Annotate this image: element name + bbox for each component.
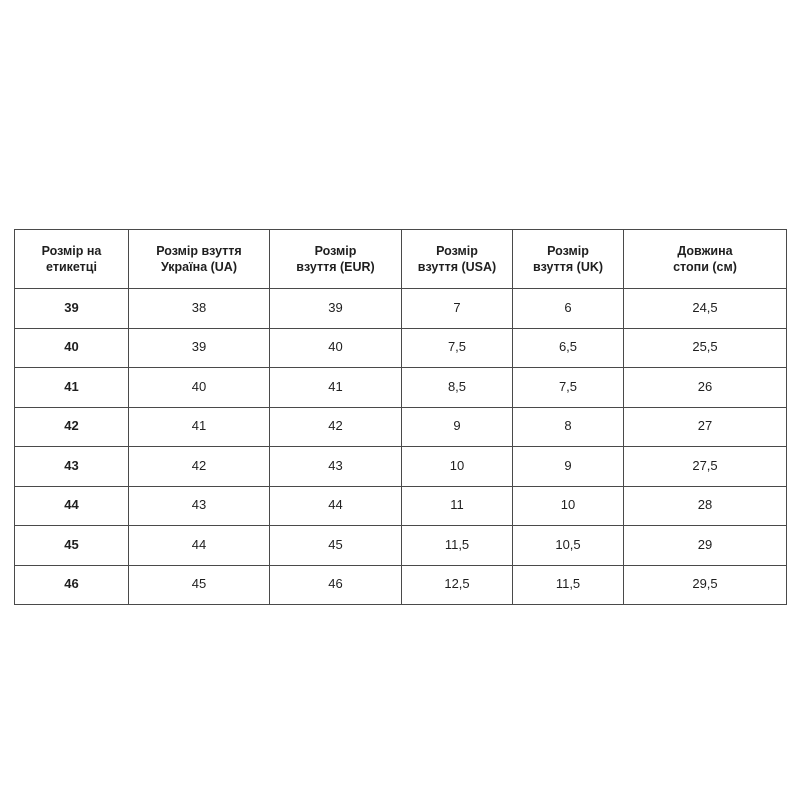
column-header-label-size <box>15 230 129 289</box>
column-header-line-2: взуття (UK) <box>532 260 604 274</box>
column-header-uk <box>513 230 624 289</box>
cell-usa: 7 <box>402 289 513 329</box>
table-header <box>15 230 787 289</box>
column-header-line-2: взуття (USA) <box>417 260 497 274</box>
table-row <box>15 368 787 408</box>
cell-uk: 10 <box>513 486 624 526</box>
cell-foot-length: 28 <box>624 486 787 526</box>
cell-uk: 9 <box>513 447 624 487</box>
size-chart-container <box>14 229 786 605</box>
cell-label-size: 40 <box>15 328 129 368</box>
cell-foot-length: 29,5 <box>624 565 787 605</box>
column-header-line-2: стопи (см) <box>673 260 737 274</box>
cell-ua: 45 <box>129 565 270 605</box>
cell-label-size: 41 <box>15 368 129 408</box>
column-header-usa <box>402 230 513 289</box>
cell-foot-length: 24,5 <box>624 289 787 329</box>
cell-usa: 9 <box>402 407 513 447</box>
cell-foot-length: 26 <box>624 368 787 408</box>
cell-usa: 8,5 <box>402 368 513 408</box>
table-row <box>15 526 787 566</box>
column-header-line-1: Розмір на <box>41 244 102 258</box>
cell-ua: 42 <box>129 447 270 487</box>
cell-ua: 44 <box>129 526 270 566</box>
cell-label-size: 45 <box>15 526 129 566</box>
table-body <box>15 289 787 605</box>
cell-uk: 6,5 <box>513 328 624 368</box>
column-header-line-1: Довжина <box>677 244 733 258</box>
column-header-ua <box>129 230 270 289</box>
cell-usa: 12,5 <box>402 565 513 605</box>
cell-eur: 39 <box>270 289 402 329</box>
column-header-line-2: етикетці <box>46 260 97 274</box>
cell-label-size: 39 <box>15 289 129 329</box>
column-header-eur <box>270 230 402 289</box>
cell-ua: 43 <box>129 486 270 526</box>
column-header-line-2: Україна (UA) <box>160 260 237 274</box>
column-header-line-1: Розмір <box>547 244 589 258</box>
cell-usa: 10 <box>402 447 513 487</box>
cell-ua: 39 <box>129 328 270 368</box>
column-header-line-1: Розмір <box>314 244 357 258</box>
cell-eur: 43 <box>270 447 402 487</box>
cell-label-size: 43 <box>15 447 129 487</box>
cell-label-size: 46 <box>15 565 129 605</box>
table-row <box>15 328 787 368</box>
cell-usa: 11,5 <box>402 526 513 566</box>
cell-foot-length: 25,5 <box>624 328 787 368</box>
cell-foot-length: 27,5 <box>624 447 787 487</box>
table-row <box>15 407 787 447</box>
cell-foot-length: 27 <box>624 407 787 447</box>
cell-label-size: 42 <box>15 407 129 447</box>
cell-usa: 11 <box>402 486 513 526</box>
table-row <box>15 486 787 526</box>
cell-uk: 8 <box>513 407 624 447</box>
cell-label-size: 44 <box>15 486 129 526</box>
cell-eur: 45 <box>270 526 402 566</box>
table-header-row <box>15 230 787 289</box>
cell-ua: 38 <box>129 289 270 329</box>
cell-foot-length: 29 <box>624 526 787 566</box>
column-header-foot-length <box>624 230 787 289</box>
cell-uk: 11,5 <box>513 565 624 605</box>
cell-eur: 42 <box>270 407 402 447</box>
column-header-line-1: Розмір взуття <box>156 244 242 258</box>
cell-uk: 6 <box>513 289 624 329</box>
cell-usa: 7,5 <box>402 328 513 368</box>
cell-eur: 46 <box>270 565 402 605</box>
cell-eur: 41 <box>270 368 402 408</box>
cell-eur: 44 <box>270 486 402 526</box>
table-row <box>15 289 787 329</box>
cell-uk: 7,5 <box>513 368 624 408</box>
cell-ua: 40 <box>129 368 270 408</box>
column-header-line-2: взуття (EUR) <box>296 260 375 274</box>
cell-ua: 41 <box>129 407 270 447</box>
table-row <box>15 447 787 487</box>
column-header-line-1: Розмір <box>436 244 478 258</box>
table-row <box>15 565 787 605</box>
cell-eur: 40 <box>270 328 402 368</box>
cell-uk: 10,5 <box>513 526 624 566</box>
size-chart-table <box>14 229 787 605</box>
